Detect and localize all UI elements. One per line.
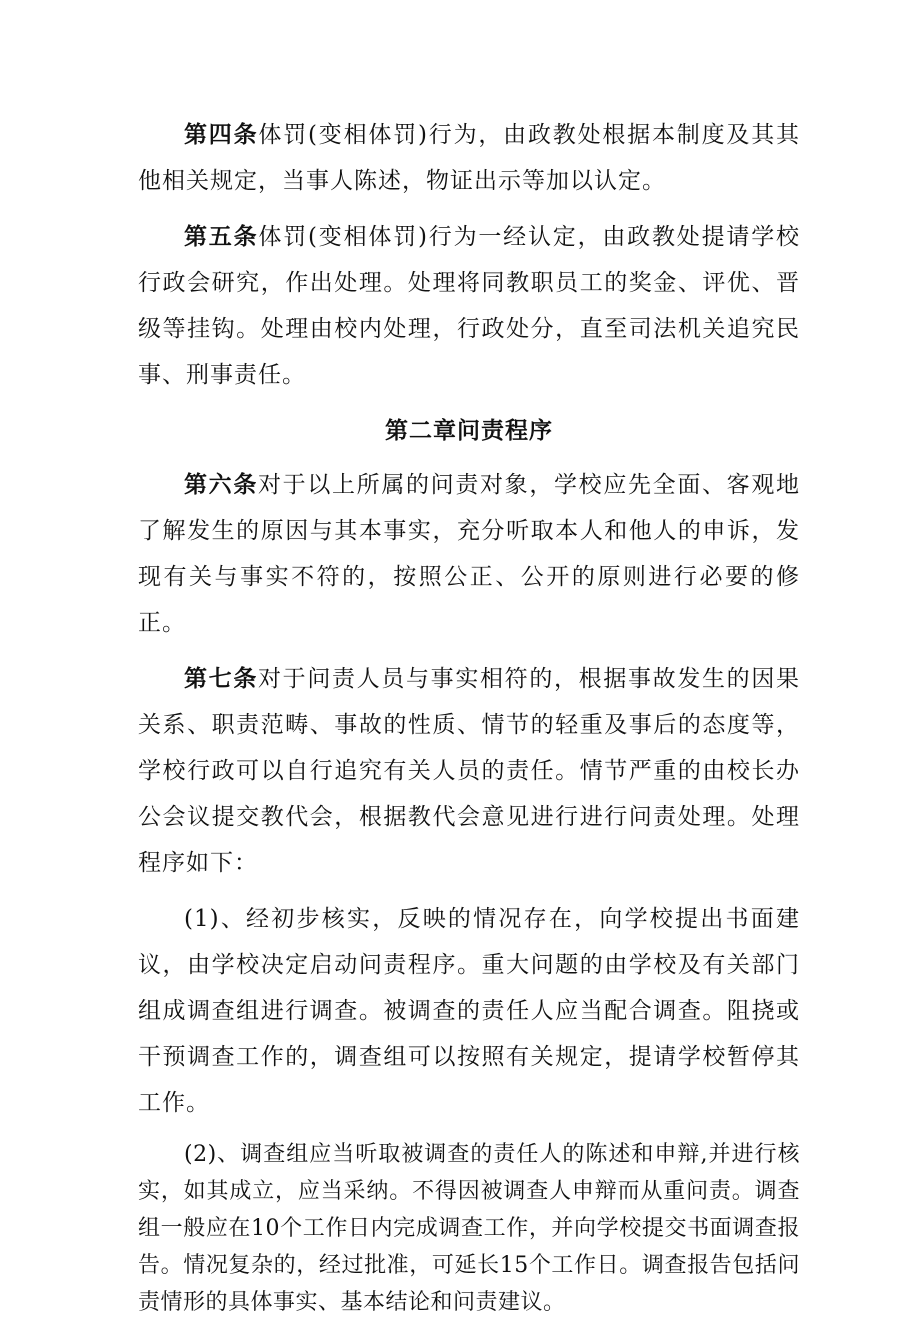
chapter-2-title: 第二章问责程序	[385, 417, 553, 444]
procedure-item-2	[138, 1136, 800, 1321]
document-page	[138, 112, 800, 1331]
article-6	[138, 462, 800, 646]
article-7-label: 第七条	[184, 665, 258, 692]
procedure-item-1-text: (1)、经初步核实，反映的情况存在，向学校提出书面建议，由学校决定启动问责程序。重大问题的由学校及有关部门组成调查组进行调查。被调查的责任人应当配合调查。阻挠或干预调查工作的，调查组可以按照有关规定，提请学校暂停其工作。	[138, 906, 800, 1116]
article-4	[138, 112, 800, 204]
article-5-label: 第五条	[184, 223, 259, 250]
article-7	[138, 656, 800, 886]
article-7-text: 对于问责人员与事实相符的，根据事故发生的因果关系、职责范畴、事故的性质、情节的轻重及事后的态度等，学校行政可以自行追究有关人员的责任。情节严重的由校长办公会议提交教代会，根据教代会意见进行进行问责处理。处理程序如下：	[138, 666, 800, 876]
procedure-item-2-text: (2)、调查组应当听取被调查的责任人的陈述和申辩,并进行核实，如其成立，应当采纳。不得因被调查人申辩而从重问责。调查组一般应在10个工作日内完成调查工作，并向学校提交书面调查报告。情况复杂的，经过批准，可延长15个工作日。调查报告包括问责情形的具体事实、基本结论和问责建议。	[138, 1142, 800, 1315]
article-5	[138, 214, 800, 398]
article-6-text: 对于以上所属的问责对象，学校应先全面、客观地了解发生的原因与其本事实，充分听取本人和他人的申诉，发现有关与事实不符的，按照公正、公开的原则进行必要的修正。	[138, 472, 800, 636]
article-5-text: 体罚(变相体罚)行为一经认定，由政教处提请学校行政会研究，作出处理。处理将同教职员工的奖金、评优、晋级等挂钩。处理由校内处理，行政处分，直至司法机关追究民事、刑事责任。	[138, 224, 800, 388]
procedure-item-1	[138, 896, 800, 1126]
article-4-label: 第四条	[184, 121, 259, 148]
article-4-text: 体罚(变相体罚)行为，由政教处根据本制度及其其他相关规定，当事人陈述，物证出示等加以认定。	[138, 122, 800, 194]
article-6-label: 第六条	[184, 471, 258, 498]
